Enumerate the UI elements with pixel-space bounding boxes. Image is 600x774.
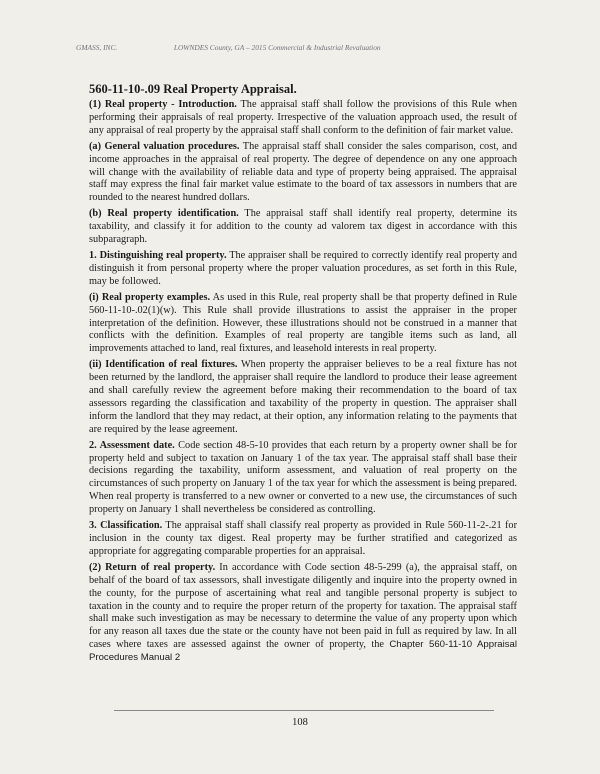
paragraph <box>89 359 517 436</box>
paragraph <box>89 520 517 559</box>
paragraph-heading: (b) Real property identification. <box>89 208 239 220</box>
document-body <box>89 82 517 668</box>
paragraph-heading: 3. Classification. <box>89 520 163 532</box>
paragraph <box>89 562 517 665</box>
paragraph-heading: (2) Return of real property. <box>89 561 216 573</box>
paragraph-heading: 1. Distinguishing real property. <box>89 249 227 261</box>
header-title: LOWNDES County, GA – 2015 Commercial & Industrial Revaluation <box>173 43 381 52</box>
footer-divider <box>114 710 494 711</box>
paragraph-text: The appraiser shall be required to correctly identify real property and distinguish it from personal property where the proper valuation procedures, as set forth in this Rule, may be followed. <box>89 249 517 287</box>
paragraph-text: The appraisal staff shall classify real property as provided in Rule 560-11-2-.21 for inclusion in the county tax digest. Real property may be further stratified and categorized as appropriate for aggregating comparable properties for an appraisal. <box>89 520 517 557</box>
paragraph <box>89 250 517 289</box>
paragraph-text: The appraisal staff shall identify real property, determine its taxability, and classify it for addition to the county ad valorem tax digest in accordance with this subparagraph. <box>89 208 517 246</box>
paragraph <box>89 141 517 206</box>
paragraph-text: The appraisal staff shall follow the provisions of this Rule when performing their appraisals of real property. Irrespective of the valuation approach used, the result of any appraisal of real property by the appraisal staff shall conform to the definition of fair market value. <box>89 99 517 136</box>
page-number: 108 <box>292 717 308 728</box>
paragraph-heading: (a) General valuation procedures. <box>89 140 240 152</box>
paragraph <box>89 292 517 357</box>
manual-footer-reference: Chapter 560-11-10 Appraisal Procedures Manual 2 <box>89 639 517 664</box>
paragraph-text: As used in this Rule, real property shall be that property defined in Rule 560-11-10-.02(1)(w). This Rule shall provide illustrations to assist the appraiser in the proper interpretation of the definition. However, these illustrations should not be construed in a manner that conflicts with the definition. Examples of real property are tangible items such as land, all improvements attached to land, real fixtures, and leasehold interests in real property. <box>89 291 517 355</box>
header-company: GMASS, INC. <box>76 43 118 52</box>
paragraph-heading: 2. Assessment date. <box>89 439 175 451</box>
paragraph-text: In accordance with Code section 48-5-299 (a), the appraisal staff, on behalf of the board of tax assessors, shall investigate diligently and inquire into the property owned in the county, for the purpose of ascertaining what real and tangible personal property is subject to taxation in the county and to require the proper return of the property for taxation. The appraisal staff shall make such investigation as may be necessary to determine the value of any property upon which for any reason all taxes due the state or the county have not been paid in full as required by law. In all cases where taxes are assessed against the owner of property, the <box>89 561 518 651</box>
paragraph-heading: (1) Real property - Introduction. <box>89 99 237 110</box>
running-header <box>76 43 530 52</box>
paragraph-text: Code section 48-5-10 provides that each return by a property owner shall be for property held and subject to taxation on January 1 of the tax year. The appraisal staff shall base their decisions regarding the taxability, uniform assessment, and valuation of real property on the circumstances of such property on January 1 of the tax year for which the assessment is being prepared. When real property is transferred to a new owner or converted to a new use, the circumstances of such property on January 1 shall nevertheless be considered as controlling. <box>89 439 517 516</box>
paragraph-text: The appraisal staff shall consider the sales comparison, cost, and income approaches in the appraisal of real property. The degree of dependence on any one approach will change with the availability of reliable data and type of property being appraised. The appraisal staff may express the final fair market value estimate to the board of tax assessors in numbers that are rounded to the nearest hundred dollars. <box>89 140 517 204</box>
paragraph <box>89 440 517 517</box>
paragraph-text: When property the appraiser believes to be a real fixture has not been returned by the landlord, the appraiser shall require the landlord to produce their lease agreement and shall carefully review the agreement before making their recommendation to the board of tax assessors regarding the classification and taxability of the property in question. The appraiser shall inform the landlord that they may redact, at their option, any information relating to the payments that are required by the lease agreement. <box>89 359 518 435</box>
paragraph <box>89 208 517 247</box>
section-title: 560-11-10-.09 Real Property Appraisal. <box>89 82 297 96</box>
paragraph-heading: (ii) Identification of real fixtures. <box>89 359 238 371</box>
paragraph <box>89 99 517 138</box>
paragraph-heading: (i) Real property examples. <box>89 291 211 303</box>
